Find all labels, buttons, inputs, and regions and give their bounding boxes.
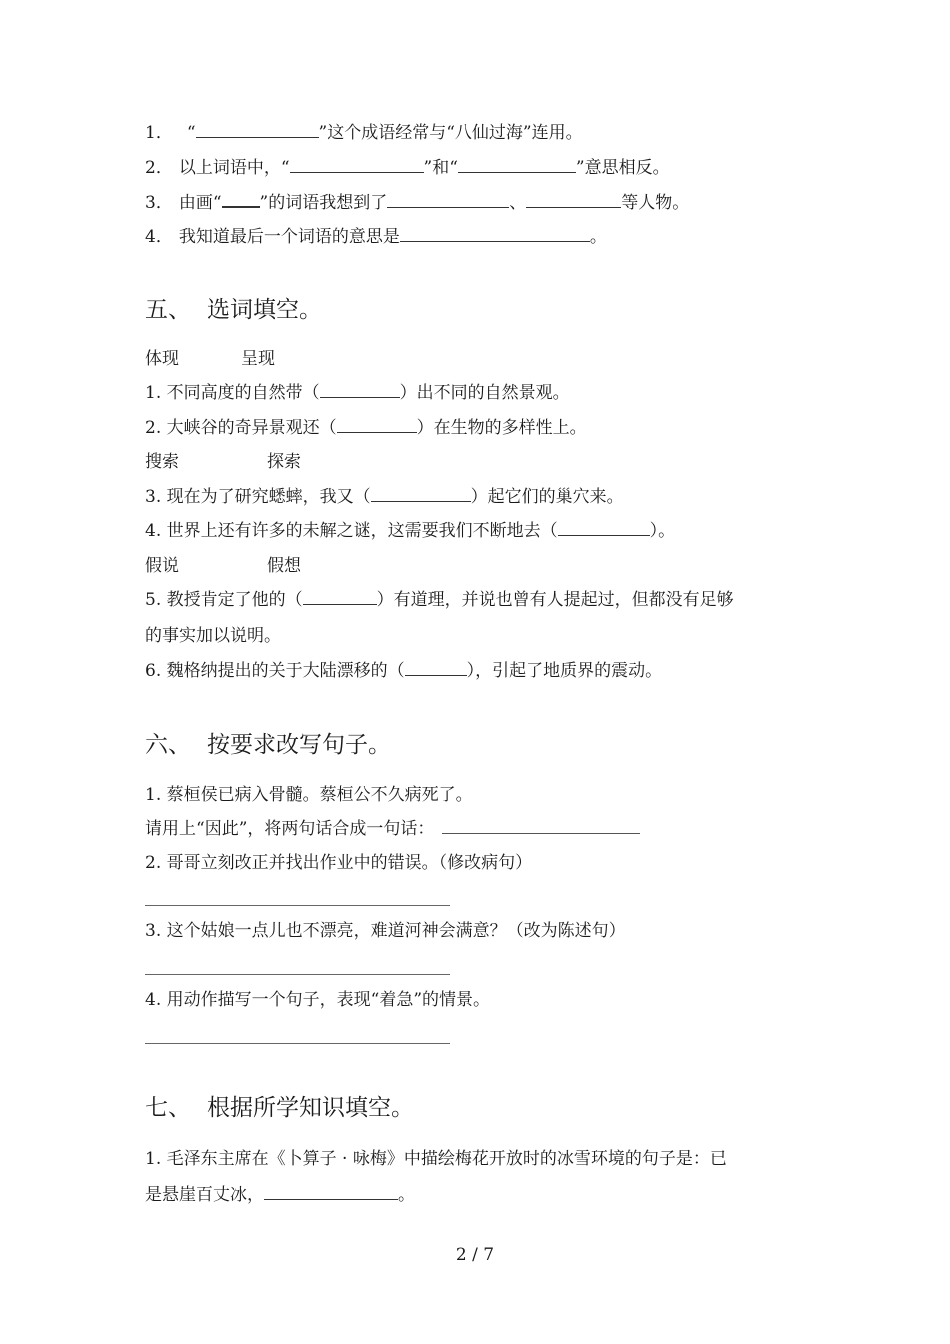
word-pair-2: 搜索 探索: [145, 452, 301, 472]
question-6-3: 3. 这个姑娘一点儿也不漂亮，难道河神会满意？（改为陈述句）: [145, 921, 626, 941]
question-5-4: 4. 世界上还有许多的未解之谜，这需要我们不断地去（ ）。: [145, 521, 676, 541]
blank[interactable]: [320, 382, 400, 398]
blank[interactable]: [222, 191, 260, 208]
question-4-2: 2． 以上词语中，“ ”和“ ”意思相反。: [145, 158, 670, 178]
blank[interactable]: [558, 520, 650, 536]
answer-line[interactable]: [145, 974, 450, 975]
question-7-1: 1. 毛泽东主席在《卜算子 · 咏梅》中描绘梅花开放时的冰雪环境的句子是：已: [145, 1149, 727, 1169]
question-5-2: 2. 大峡谷的奇异景观还（ ）在生物的多样性上。: [145, 418, 587, 438]
question-5-5-cont: 的事实加以说明。: [145, 626, 281, 646]
blank[interactable]: [458, 157, 576, 173]
question-5-3: 3. 现在为了研究蟋蟀，我又（ ）起它们的巢穴来。: [145, 487, 624, 507]
word-pair-3: 假说 假想: [145, 556, 301, 576]
word-pair-1: 体现 呈现: [145, 349, 275, 369]
page-number: 2 / 7: [455, 1245, 495, 1265]
question-7-1-cont: 是悬崖百丈冰， 。: [145, 1185, 415, 1205]
question-4-3: 3． 由画“ ”的词语我想到了 、 等人物。: [145, 193, 690, 213]
answer-line[interactable]: [145, 905, 450, 906]
blank[interactable]: [405, 660, 467, 676]
question-4-1: 1． “ ”这个成语经常与“八仙过海”连用。: [145, 123, 583, 143]
answer-line[interactable]: [145, 1043, 450, 1044]
question-5-6: 6. 魏格纳提出的关于大陆漂移的（ ），引起了地质界的震动。: [145, 661, 663, 681]
question-6-1: 1. 蔡桓侯已病入骨髓。蔡桓公不久病死了。: [145, 785, 473, 805]
question-5-1: 1. 不同高度的自然带（ ）出不同的自然景观。: [145, 383, 570, 403]
section-5-heading: 五、 选词填空。: [145, 297, 322, 323]
blank[interactable]: [264, 1184, 398, 1200]
section-7-heading: 七、 根据所学知识填空。: [145, 1095, 414, 1121]
blank[interactable]: [371, 486, 471, 502]
blank[interactable]: [337, 417, 417, 433]
question-4-4: 4． 我知道最后一个词语的意思是 。: [145, 227, 607, 247]
section-6-heading: 六、 按要求改写句子。: [145, 732, 391, 758]
answer-line[interactable]: [442, 818, 640, 834]
blank[interactable]: [400, 226, 590, 242]
question-5-5: 5. 教授肯定了他的（ ）有道理，并说也曾有人提起过，但都没有足够: [145, 590, 734, 610]
blank[interactable]: [303, 589, 377, 605]
blank[interactable]: [526, 192, 621, 208]
question-6-4: 4. 用动作描写一个句子，表现“着急”的情景。: [145, 990, 491, 1010]
question-6-1-instruction: 请用上“因此”，将两句话合成一句话：: [145, 818, 640, 840]
blank[interactable]: [196, 122, 319, 138]
question-6-2: 2. 哥哥立刻改正并找出作业中的错误。（修改病句）: [145, 853, 533, 873]
blank[interactable]: [290, 157, 424, 173]
blank[interactable]: [387, 192, 509, 208]
